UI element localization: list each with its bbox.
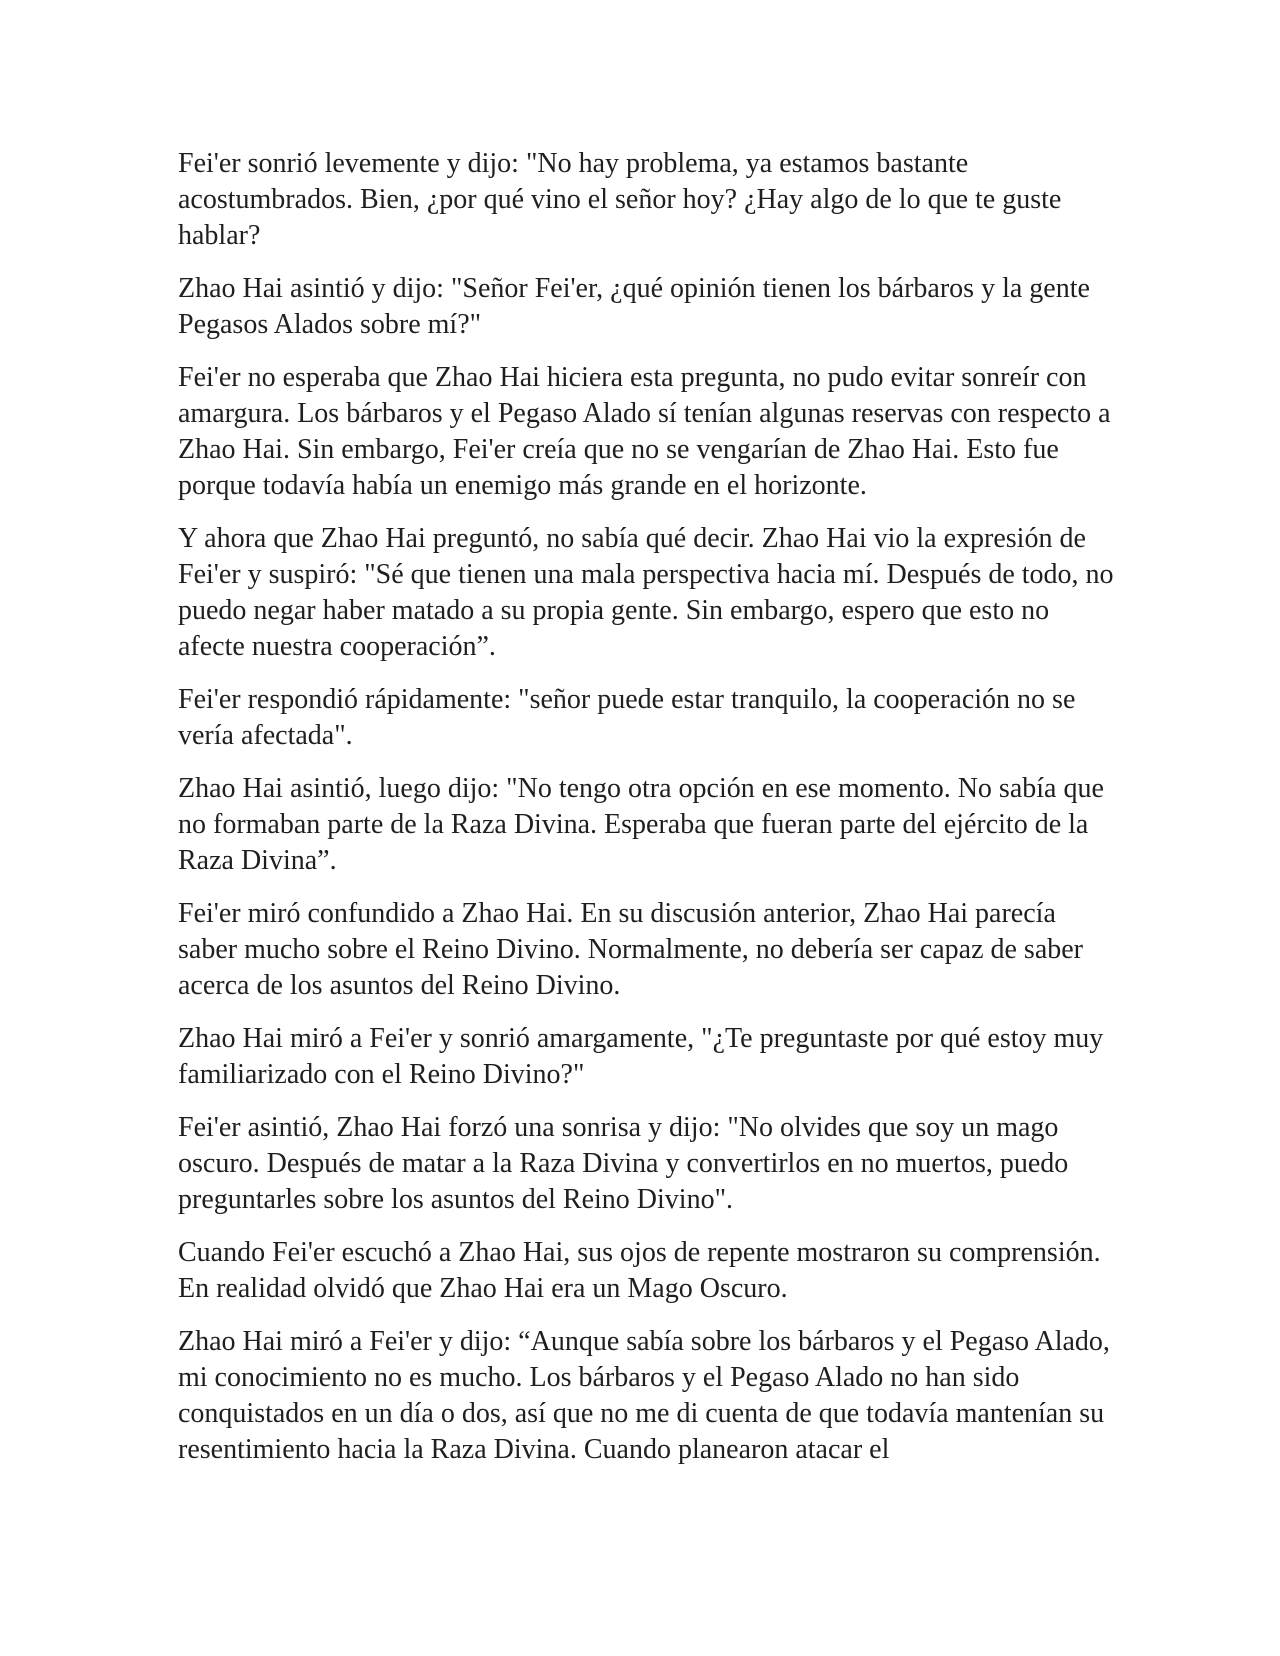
paragraph: Y ahora que Zhao Hai preguntó, no sabía qué decir. Zhao Hai vio la expresión de Fei'er y suspiró: "Sé que tienen una mala perspectiva hacia mí. Después de todo, no puedo negar haber matado a su propia gente. Sin embargo, espero que esto no afecte nuestra cooperación”.	[178, 523, 1114, 662]
paragraph: Fei'er no esperaba que Zhao Hai hiciera esta pregunta, no pudo evitar sonreír con amargura. Los bárbaros y el Pegaso Alado sí tenían algunas reservas con respecto a Zhao Hai. Sin embargo, Fei'er creía que no se vengarían de Zhao Hai. Esto fue porque todavía había un enemigo más grande en el horizonte.	[178, 362, 1111, 501]
paragraph: Fei'er asintió, Zhao Hai forzó una sonrisa y dijo: "No olvides que soy un mago oscuro. Después de matar a la Raza Divina y convertirlos en no muertos, puedo preguntarles sobre los asuntos del Reino Divino".	[178, 1112, 1069, 1215]
paragraph: Fei'er respondió rápidamente: "señor puede estar tranquilo, la cooperación no se vería afectada".	[178, 684, 1076, 751]
paragraph: Zhao Hai miró a Fei'er y sonrió amargamente, "¿Te preguntaste por qué estoy muy familiarizado con el Reino Divino?"	[178, 1023, 1104, 1090]
paragraph: Zhao Hai asintió y dijo: "Señor Fei'er, ¿qué opinión tienen los bárbaros y la gente Pegasos Alados sobre mí?"	[178, 273, 1090, 340]
paragraph: Fei'er sonrió levemente y dijo: "No hay problema, ya estamos bastante acostumbrados. Bien, ¿por qué vino el señor hoy? ¿Hay algo de lo que te guste hablar?	[178, 148, 1062, 251]
document-body	[178, 146, 1118, 1485]
paragraph: Zhao Hai asintió, luego dijo: "No tengo otra opción en ese momento. No sabía que no formaban parte de la Raza Divina. Esperaba que fueran parte del ejército de la Raza Divina”.	[178, 773, 1104, 876]
paragraph: Zhao Hai miró a Fei'er y dijo: “Aunque sabía sobre los bárbaros y el Pegaso Alado, mi conocimiento no es mucho. Los bárbaros y el Pegaso Alado no han sido conquistados en un día o dos, así que no me di cuenta de que todavía mantenían su resentimiento hacia la Raza Divina. Cuando planearon atacar el	[178, 1326, 1110, 1465]
paragraph: Fei'er miró confundido a Zhao Hai. En su discusión anterior, Zhao Hai parecía saber mucho sobre el Reino Divino. Normalmente, no debería ser capaz de saber acerca de los asuntos del Reino Divino.	[178, 898, 1083, 1001]
paragraph: Cuando Fei'er escuchó a Zhao Hai, sus ojos de repente mostraron su comprensión. En realidad olvidó que Zhao Hai era un Mago Oscuro.	[178, 1237, 1101, 1304]
